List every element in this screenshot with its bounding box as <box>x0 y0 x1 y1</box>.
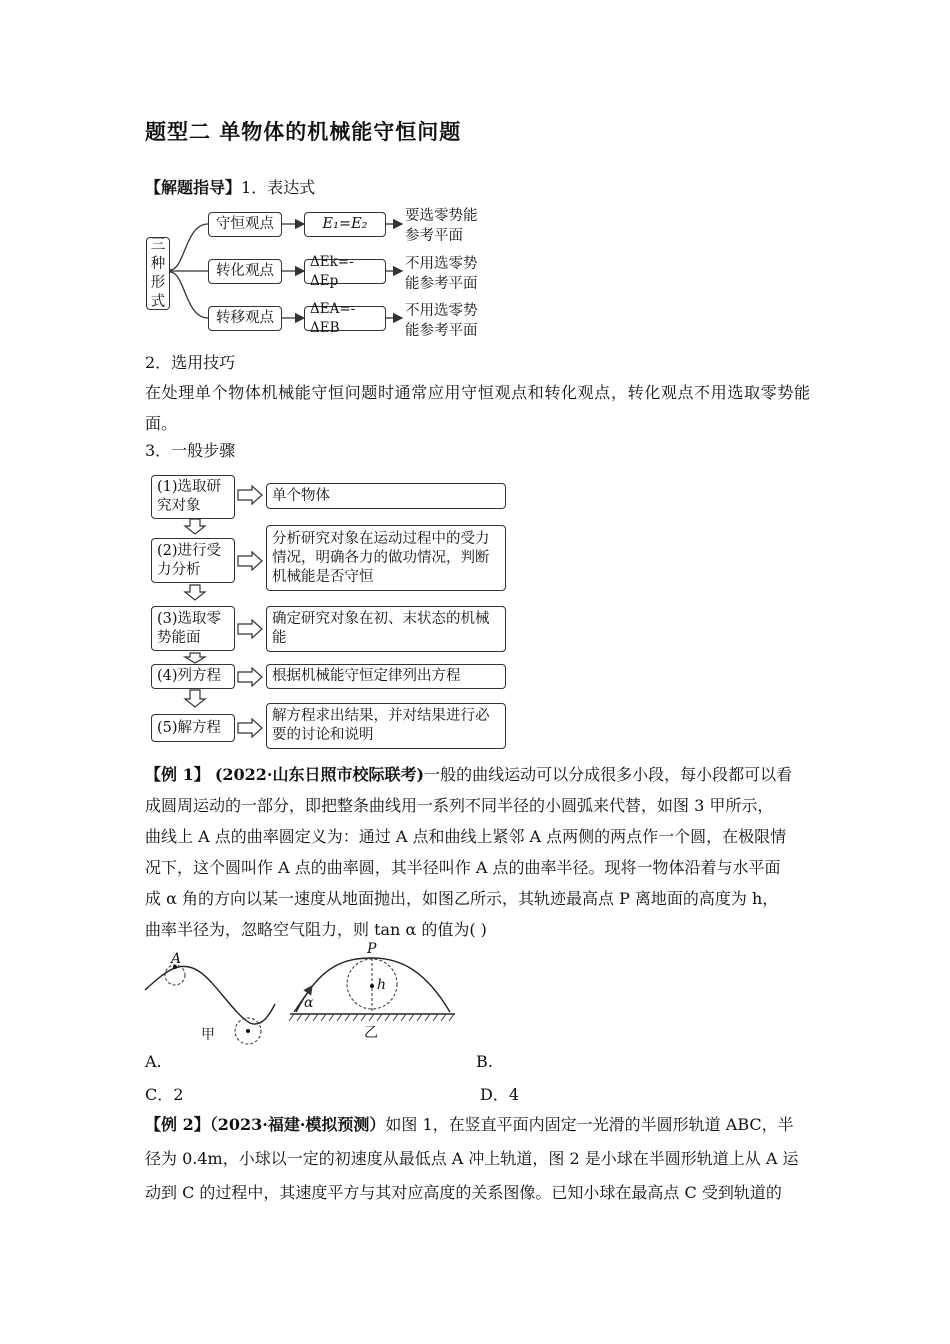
note-line: 参考平面 <box>405 228 463 244</box>
example1-label: 【例 1】 <box>145 765 210 784</box>
guide-item2: 2．选用技巧 <box>145 353 236 372</box>
step-box-4: (4)列方程 <box>151 664 235 689</box>
view-box-transfer: 转移观点 <box>208 306 282 331</box>
guide-item2-text: 在处理单个物体机械能守恒问题时通常应用守恒观点和转化观点，转化观点不用选取零势能面。 <box>145 383 810 433</box>
fig-label-P: P <box>367 941 377 957</box>
guide-item3: 3．一般步骤 <box>145 441 236 460</box>
example1-text: 一般的曲线运动可以分成很多小段，每小段都可以看 <box>424 765 793 784</box>
view-box-conversion: 转化观点 <box>208 259 282 284</box>
example1-line3: 曲线上 A 点的曲率圆定义为：通过 A 点和曲线上紧邻 A 点两侧的两点作一个圆，在极限情 <box>145 827 787 846</box>
guide-item1: 1．表达式 <box>241 178 316 197</box>
formula-box-1: E₁=E₂ <box>304 212 386 237</box>
step-desc-5: 解方程求出结果，并对结果进行必要的讨论和说明 <box>266 703 506 749</box>
example1-line4: 况下，这个圆叫作 A 点的曲率圆，其半径叫作 A 点的曲率半径。现将一物体沿着与水平面 <box>145 858 781 877</box>
fig-caption-yi: 乙 <box>364 1025 378 1041</box>
three-forms-char: 形 <box>150 274 166 291</box>
step-desc-3: 确定研究对象在初、末状态的机械能 <box>266 606 506 652</box>
example2-source: （2023·福建·模拟预测） <box>209 1115 386 1134</box>
three-forms-char: 式 <box>150 293 166 310</box>
step-desc-2: 分析研究对象在运动过程中的受力情况，明确各力的做功情况，判断机械能是否守恒 <box>266 525 506 591</box>
option-B: B. <box>476 1052 493 1071</box>
fig-label-A: A <box>171 951 182 967</box>
step-desc-1: 单个物体 <box>266 483 506 509</box>
step-box-3: (3)选取零势能面 <box>151 606 235 651</box>
step-box-2: (2)进行受力分析 <box>151 538 235 583</box>
example1-line5: 成 α 角的方向以某一速度从地面抛出，如图乙所示，其轨迹最高点 P 离地面的高度为 h， <box>145 889 779 908</box>
option-A: A. <box>145 1052 162 1071</box>
example2-label: 【例 2】 <box>145 1115 210 1134</box>
note-line: 能参考平面 <box>405 323 478 339</box>
option-C: C．2 <box>145 1085 184 1104</box>
example1-line6: 曲率半径为，忽略空气阻力，则 tan α 的值为( ) <box>145 920 487 939</box>
option-D: D．4 <box>480 1085 520 1104</box>
example2-line3: 动到 C 的过程中，其速度平方与其对应高度的关系图像。已知小球在最高点 C 受到轨道的 <box>145 1183 782 1202</box>
example2-line2: 径为 0.4m，小球以一定的初速度从最低点 A 冲上轨道，图 2 是小球在半圆形轨道上从 A 运 <box>145 1149 799 1168</box>
three-forms-char: 种 <box>150 255 166 272</box>
guide-label: 【解题指导】 <box>145 178 242 197</box>
formula-box-3: ΔEA=-ΔEB <box>304 306 386 331</box>
note-line: 不用选零势 <box>405 303 478 319</box>
note-line: 不用选零势 <box>405 256 478 272</box>
fig-label-h: h <box>377 977 387 993</box>
page-title: 题型二 单物体的机械能守恒问题 <box>145 119 462 144</box>
view-box-conservation: 守恒观点 <box>208 212 282 237</box>
three-forms-char: 三 <box>150 236 166 253</box>
step-desc-4: 根据机械能守恒定律列出方程 <box>266 664 506 689</box>
example1-line2: 成圆周运动的一部分，即把整条曲线用一系列不同半径的小圆弧来代替，如图 3 甲所示， <box>145 796 774 815</box>
example1-source: (2022·山东日照市校际联考) <box>214 765 425 784</box>
fig-label-alpha: α <box>304 995 314 1011</box>
note-line: 能参考平面 <box>405 276 478 292</box>
step-box-1: (1)选取研究对象 <box>151 475 235 519</box>
fig-caption-jia: 甲 <box>201 1027 215 1043</box>
example2-line1 <box>145 1108 810 1142</box>
step-box-5: (5)解方程 <box>151 714 235 742</box>
example2-text: 如图 1，在竖直平面内固定一光滑的半圆形轨道 ABC，半 <box>385 1115 794 1134</box>
formula-box-2: ΔEk=-ΔEp <box>304 259 386 284</box>
note-line: 要选零势能 <box>405 208 478 224</box>
